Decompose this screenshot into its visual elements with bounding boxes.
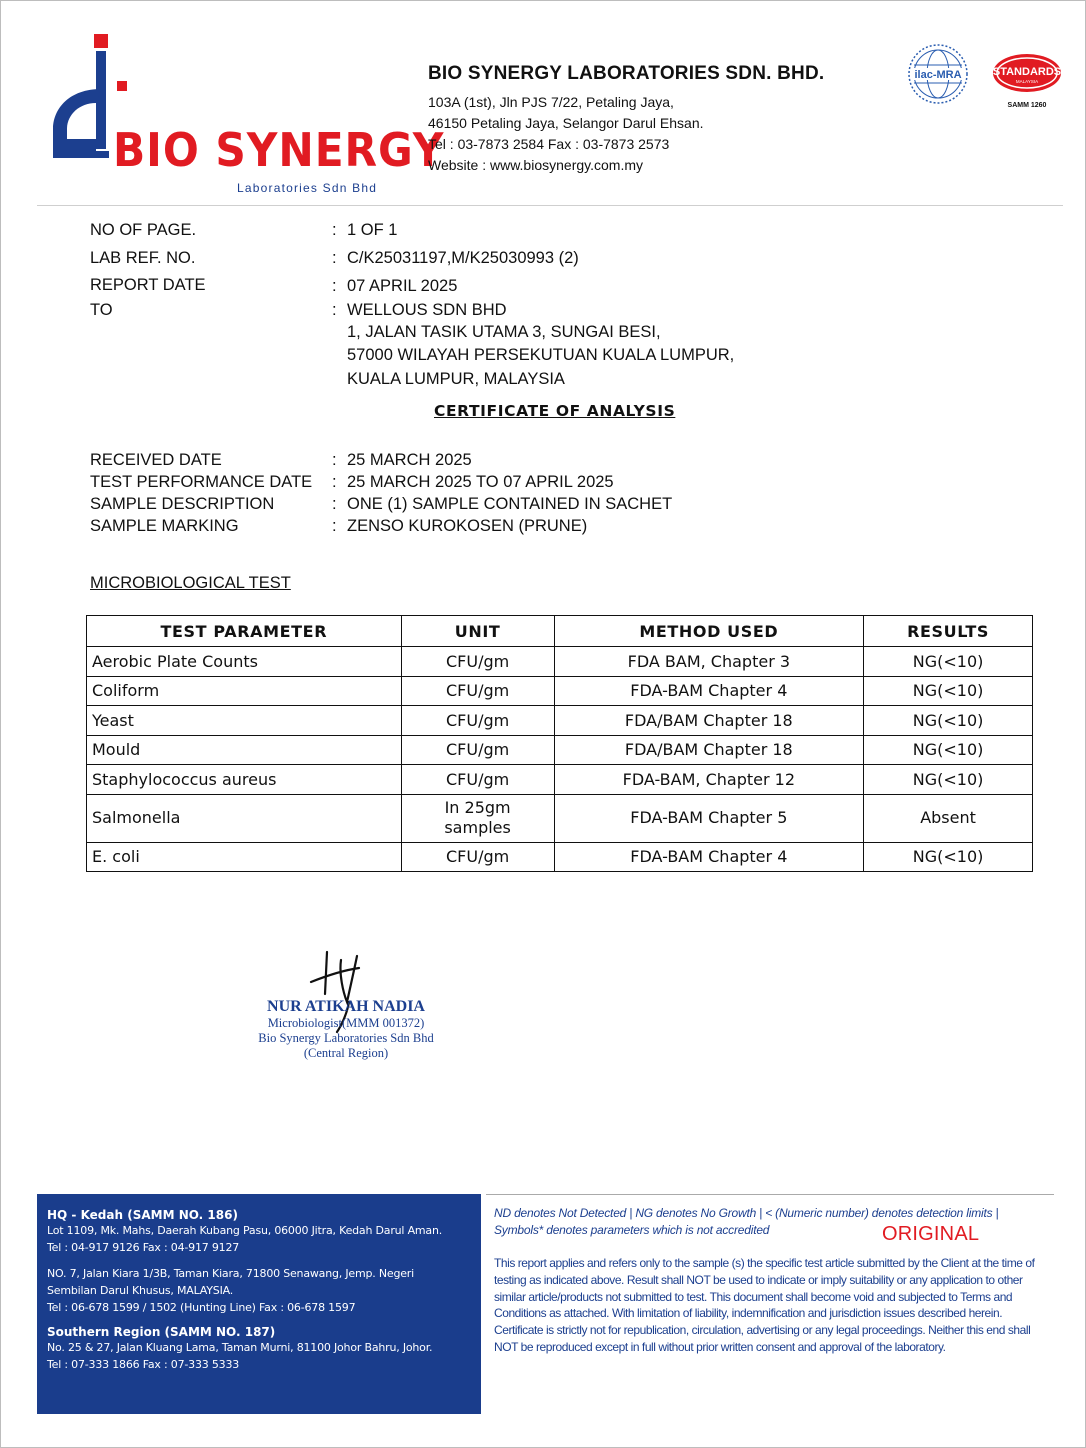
report-date-colon: : [332, 277, 337, 295]
received-date-value: 25 MARCH 2025 [347, 451, 472, 469]
to-line-2: 1, JALAN TASIK UTAMA 3, SUNGAI BESI, [347, 323, 661, 341]
legend-line2: Symbols* denotes parameters which is not accredited [494, 1223, 770, 1237]
cell-result: Absent [864, 794, 1033, 842]
cell-unit [401, 794, 554, 842]
section-title: MICROBIOLOGICAL TEST [90, 574, 291, 592]
received-date-label: RECEIVED DATE [90, 451, 222, 469]
hq-title: HQ - Kedah (SAMM NO. 186) [47, 1208, 238, 1222]
cell-method: FDA-BAM Chapter 5 [554, 794, 864, 842]
to-line-4: KUALA LUMPUR, MALAYSIA [347, 370, 565, 388]
table-row [87, 842, 1033, 872]
cell-result: NG(<10) [864, 647, 1033, 677]
sample-description-colon: : [332, 495, 337, 513]
n9-address-line1: NO. 7, Jalan Kiara 1/3B, Taman Kiara, 71800 Senawang, Jemp. Negeri [47, 1267, 414, 1280]
hq-tel: Tel : 04-917 9126 Fax : 04-917 9127 [47, 1241, 240, 1254]
cell-method: FDA-BAM Chapter 4 [554, 676, 864, 706]
company-website[interactable]: Website : www.biosynergy.com.my [428, 157, 643, 173]
company-tel-fax: Tel : 03-7873 2584 Fax : 03-7873 2573 [428, 136, 670, 152]
page-value: 1 OF 1 [347, 221, 398, 239]
cell-result: NG(<10) [864, 676, 1033, 706]
signatory-block [241, 998, 451, 1061]
logo-wordmark: BIO SYNERGY [113, 123, 445, 177]
signatory-title: Microbiologist(MMM 001372) [267, 1016, 425, 1030]
cell-result: NG(<10) [864, 765, 1033, 795]
page-label: NO OF PAGE. [90, 221, 197, 239]
cell-parameter: Aerobic Plate Counts [87, 647, 402, 677]
ref-value: C/K25031197,M/K25030993 (2) [347, 249, 579, 267]
cell-unit: CFU/gm [401, 842, 554, 872]
company-name: BIO SYNERGY LABORATORIES SDN. BHD. [428, 63, 825, 84]
cell-method: FDA-BAM, Chapter 12 [554, 765, 864, 795]
sample-marking-value: ZENSO KUROKOSEN (PRUNE) [347, 517, 588, 535]
sample-marking-label: SAMPLE MARKING [90, 517, 239, 535]
n9-address-line2: Sembilan Darul Khusus, MALAYSIA. [47, 1284, 234, 1297]
cell-method: FDA/BAM Chapter 18 [554, 735, 864, 765]
header-method-used: METHOD USED [554, 616, 864, 647]
received-date-colon: : [332, 451, 337, 469]
n9-tel: Tel : 06-678 1599 / 1502 (Hunting Line) Fax : 06-678 1597 [47, 1301, 356, 1314]
cell-result: NG(<10) [864, 735, 1033, 765]
logo-subtitle: Laboratories Sdn Bhd [237, 181, 378, 195]
cell-unit: CFU/gm [401, 765, 554, 795]
ref-colon: : [332, 249, 337, 267]
company-address-line2: 46150 Petaling Jaya, Selangor Darul Ehsan. [428, 115, 704, 131]
disclaimer-text: This report applies and refers only to the sample (s) the specific test article submitted by the Client at the time of testing as indicated above. Result shall NOT be used to indicate or imply suitability or any application to other similar article/products not submitted to test. This document shall become void and subjected to Terms and Conditions as attached. With limitation of liability, indemnification and jurisdiction issues described herein. Certificate is strictly not for republication, circulation, advertising or any legal proceedings. Neither this end shall NOT be reproduced except in full without prior written consent and approval of the laboratory. [494, 1256, 1035, 1354]
table-header-row [87, 616, 1033, 647]
report-date-label: REPORT DATE [90, 276, 206, 294]
to-line-3: 57000 WILAYAH PERSEKUTUAN KUALA LUMPUR, [347, 346, 735, 364]
certificate-title: CERTIFICATE OF ANALYSIS [434, 402, 676, 420]
samm-number: SAMM 1260 [1007, 102, 1047, 109]
table-row [87, 647, 1033, 677]
company-info [428, 63, 824, 173]
company-address-line1: 103A (1st), Jln PJS 7/22, Petaling Jaya, [428, 94, 674, 110]
performance-date-label: TEST PERFORMANCE DATE [90, 473, 313, 491]
bio-synergy-logo [51, 31, 445, 195]
original-stamp: ORIGINAL [882, 1223, 980, 1245]
report-date-value: 07 APRIL 2025 [347, 277, 458, 295]
cell-unit: CFU/gm [401, 706, 554, 736]
table-row [87, 735, 1033, 765]
cell-method: FDA-BAM Chapter 4 [554, 842, 864, 872]
header-results: RESULTS [864, 616, 1033, 647]
performance-date-colon: : [332, 473, 337, 491]
cell-parameter: Yeast [87, 706, 402, 736]
legend-line1: ND denotes Not Detected | NG denotes No Growth | < (Numeric number) denotes detection limits | [494, 1206, 999, 1220]
ilac-text: ilac-MRA [914, 69, 962, 81]
cell-result: NG(<10) [864, 842, 1033, 872]
table-row [87, 676, 1033, 706]
cell-unit: CFU/gm [401, 647, 554, 677]
standards-text: STANDARDS [992, 66, 1062, 78]
standards-sub-text: MALAYSIA [1015, 79, 1039, 84]
results-table [86, 615, 1033, 872]
cell-unit-line1: In 25gm [444, 798, 511, 817]
to-label: TO [90, 301, 113, 319]
footer-notes [486, 1194, 1054, 1414]
south-address: No. 25 & 27, Jalan Kluang Lama, Taman Murni, 81100 Johor Bahru, Johor. [47, 1341, 433, 1354]
cell-parameter: Coliform [87, 676, 402, 706]
table-row [87, 765, 1033, 795]
cell-method: FDA/BAM Chapter 18 [554, 706, 864, 736]
cell-result: NG(<10) [864, 706, 1033, 736]
ilac-globe-icon [907, 43, 969, 105]
cell-parameter: Mould [87, 735, 402, 765]
performance-date-value: 25 MARCH 2025 TO 07 APRIL 2025 [347, 473, 614, 491]
cell-parameter: Salmonella [87, 794, 402, 842]
header-unit: UNIT [401, 616, 554, 647]
signatory-region: (Central Region) [303, 1046, 389, 1060]
signatory-company: Bio Synergy Laboratories Sdn Bhd [258, 1031, 434, 1045]
cell-unit-line2: samples [444, 818, 511, 837]
header-test-parameter: TEST PARAMETER [87, 616, 402, 647]
page-colon: : [332, 221, 337, 239]
cell-unit: CFU/gm [401, 735, 554, 765]
header-divider [37, 205, 1063, 206]
cell-unit: CFU/gm [401, 676, 554, 706]
sample-marking-colon: : [332, 517, 337, 535]
to-line-1: WELLOUS SDN BHD [347, 301, 507, 319]
to-colon: : [332, 301, 337, 319]
hq-address: Lot 1109, Mk. Mahs, Daerah Kubang Pasu, 06000 Jitra, Kedah Darul Aman. [47, 1224, 443, 1237]
cell-method: FDA BAM, Chapter 3 [554, 647, 864, 677]
signatory-name: NUR ATIKAH NADIA [267, 998, 425, 1015]
table-row [87, 706, 1033, 736]
footer-branches [37, 1194, 481, 1414]
table-row [87, 794, 1033, 842]
standards-malaysia-logo [991, 51, 1063, 113]
sample-description-label: SAMPLE DESCRIPTION [90, 495, 275, 513]
south-title: Southern Region (SAMM NO. 187) [47, 1325, 276, 1339]
ilac-mra-logo [907, 43, 969, 105]
standards-badge-icon [991, 51, 1063, 113]
south-tel: Tel : 07-333 1866 Fax : 07-333 5333 [47, 1358, 240, 1371]
ref-label: LAB REF. NO. [90, 249, 196, 267]
sample-description-value: ONE (1) SAMPLE CONTAINED IN SACHET [347, 495, 673, 513]
cell-parameter: Staphylococcus aureus [87, 765, 402, 795]
cell-parameter: E. coli [87, 842, 402, 872]
